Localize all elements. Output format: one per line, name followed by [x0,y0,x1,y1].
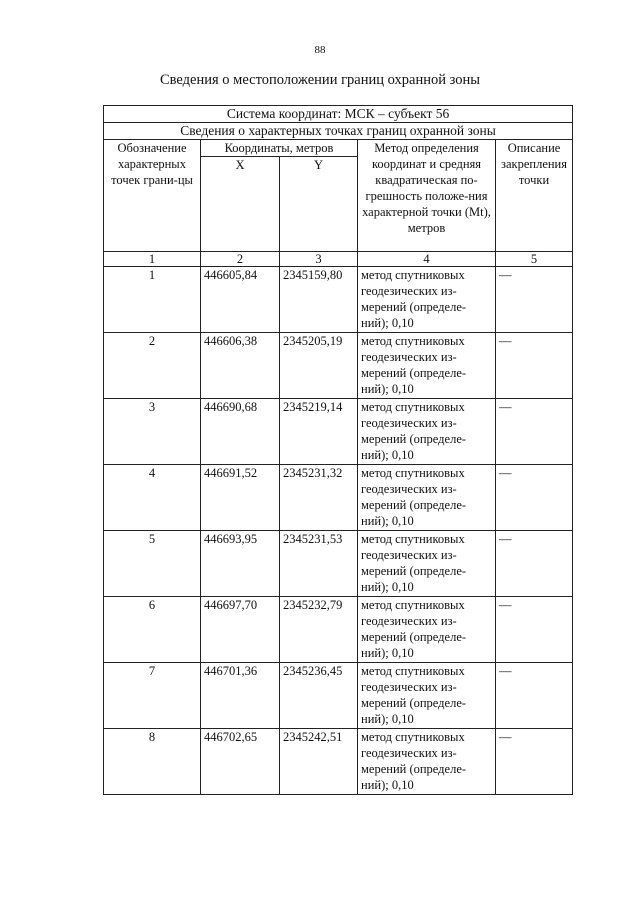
y-coordinate: 2345205,19 [280,333,358,399]
y-coordinate: 2345242,51 [280,729,358,795]
x-coordinate: 446702,65 [201,729,280,795]
y-coordinate: 2345231,53 [280,531,358,597]
method-text: метод спутниковых геодезических из-мерений (определе-ний); 0,10 [358,663,496,729]
column-number: 2 [201,252,280,267]
col-designation-header: Обозначение характерных точек грани-цы [104,140,201,252]
column-number-row [104,252,573,267]
points-header: Сведения о характерных точках границ охранной зоны [104,123,573,140]
column-number: 1 [104,252,201,267]
point-number: 3 [104,399,201,465]
x-coordinate: 446697,70 [201,597,280,663]
x-coordinate: 446690,68 [201,399,280,465]
points-header-row [104,123,573,140]
method-text: метод спутниковых геодезических из-мерений (определе-ний); 0,10 [358,267,496,333]
description-text: — [496,531,573,597]
method-text: метод спутниковых геодезических из-мерений (определе-ний); 0,10 [358,597,496,663]
col-description-header: Описание закрепления точки [496,140,573,252]
coord-system-row [104,106,573,123]
point-number: 8 [104,729,201,795]
method-text: метод спутниковых геодезических из-мерений (определе-ний); 0,10 [358,729,496,795]
description-text: — [496,729,573,795]
x-coordinate: 446693,95 [201,531,280,597]
y-coordinate: 2345232,79 [280,597,358,663]
point-number: 2 [104,333,201,399]
x-coordinate: 446701,36 [201,663,280,729]
coord-system-header: Система координат: МСК – субъект 56 [104,106,573,123]
table-row [104,663,573,729]
column-number: 3 [280,252,358,267]
method-text: метод спутниковых геодезических из-мерений (определе-ний); 0,10 [358,531,496,597]
point-number: 7 [104,663,201,729]
page-number: 88 [314,44,326,56]
description-text: — [496,663,573,729]
point-number: 1 [104,267,201,333]
y-coordinate: 2345159,80 [280,267,358,333]
column-header-row [104,140,573,157]
table-row [104,267,573,333]
method-text: метод спутниковых геодезических из-мерений (определе-ний); 0,10 [358,333,496,399]
y-coordinate: 2345231,32 [280,465,358,531]
column-number: 4 [358,252,496,267]
col-method-header: Метод определения координат и средняя квадратическая по-грешность положе-ния характерной точки (Mt), метров [358,140,496,252]
description-text: — [496,465,573,531]
y-coordinate: 2345219,14 [280,399,358,465]
point-number: 5 [104,531,201,597]
table-row [104,729,573,795]
x-coordinate: 446605,84 [201,267,280,333]
boundary-points-table [103,105,573,795]
point-number: 4 [104,465,201,531]
description-text: — [496,333,573,399]
col-x-header: X [201,157,280,252]
description-text: — [496,399,573,465]
column-number: 5 [496,252,573,267]
y-coordinate: 2345236,45 [280,663,358,729]
table-row [104,333,573,399]
table-row [104,465,573,531]
method-text: метод спутниковых геодезических из-мерений (определе-ний); 0,10 [358,399,496,465]
description-text: — [496,597,573,663]
col-coords-header: Координаты, метров [201,140,358,157]
document-title: Сведения о местоположении границ охранной зоны [159,72,480,88]
point-number: 6 [104,597,201,663]
x-coordinate: 446606,38 [201,333,280,399]
table-row [104,399,573,465]
col-y-header: Y [280,157,358,252]
description-text: — [496,267,573,333]
table-row [104,597,573,663]
method-text: метод спутниковых геодезических из-мерений (определе-ний); 0,10 [358,465,496,531]
x-coordinate: 446691,52 [201,465,280,531]
table-row [104,531,573,597]
